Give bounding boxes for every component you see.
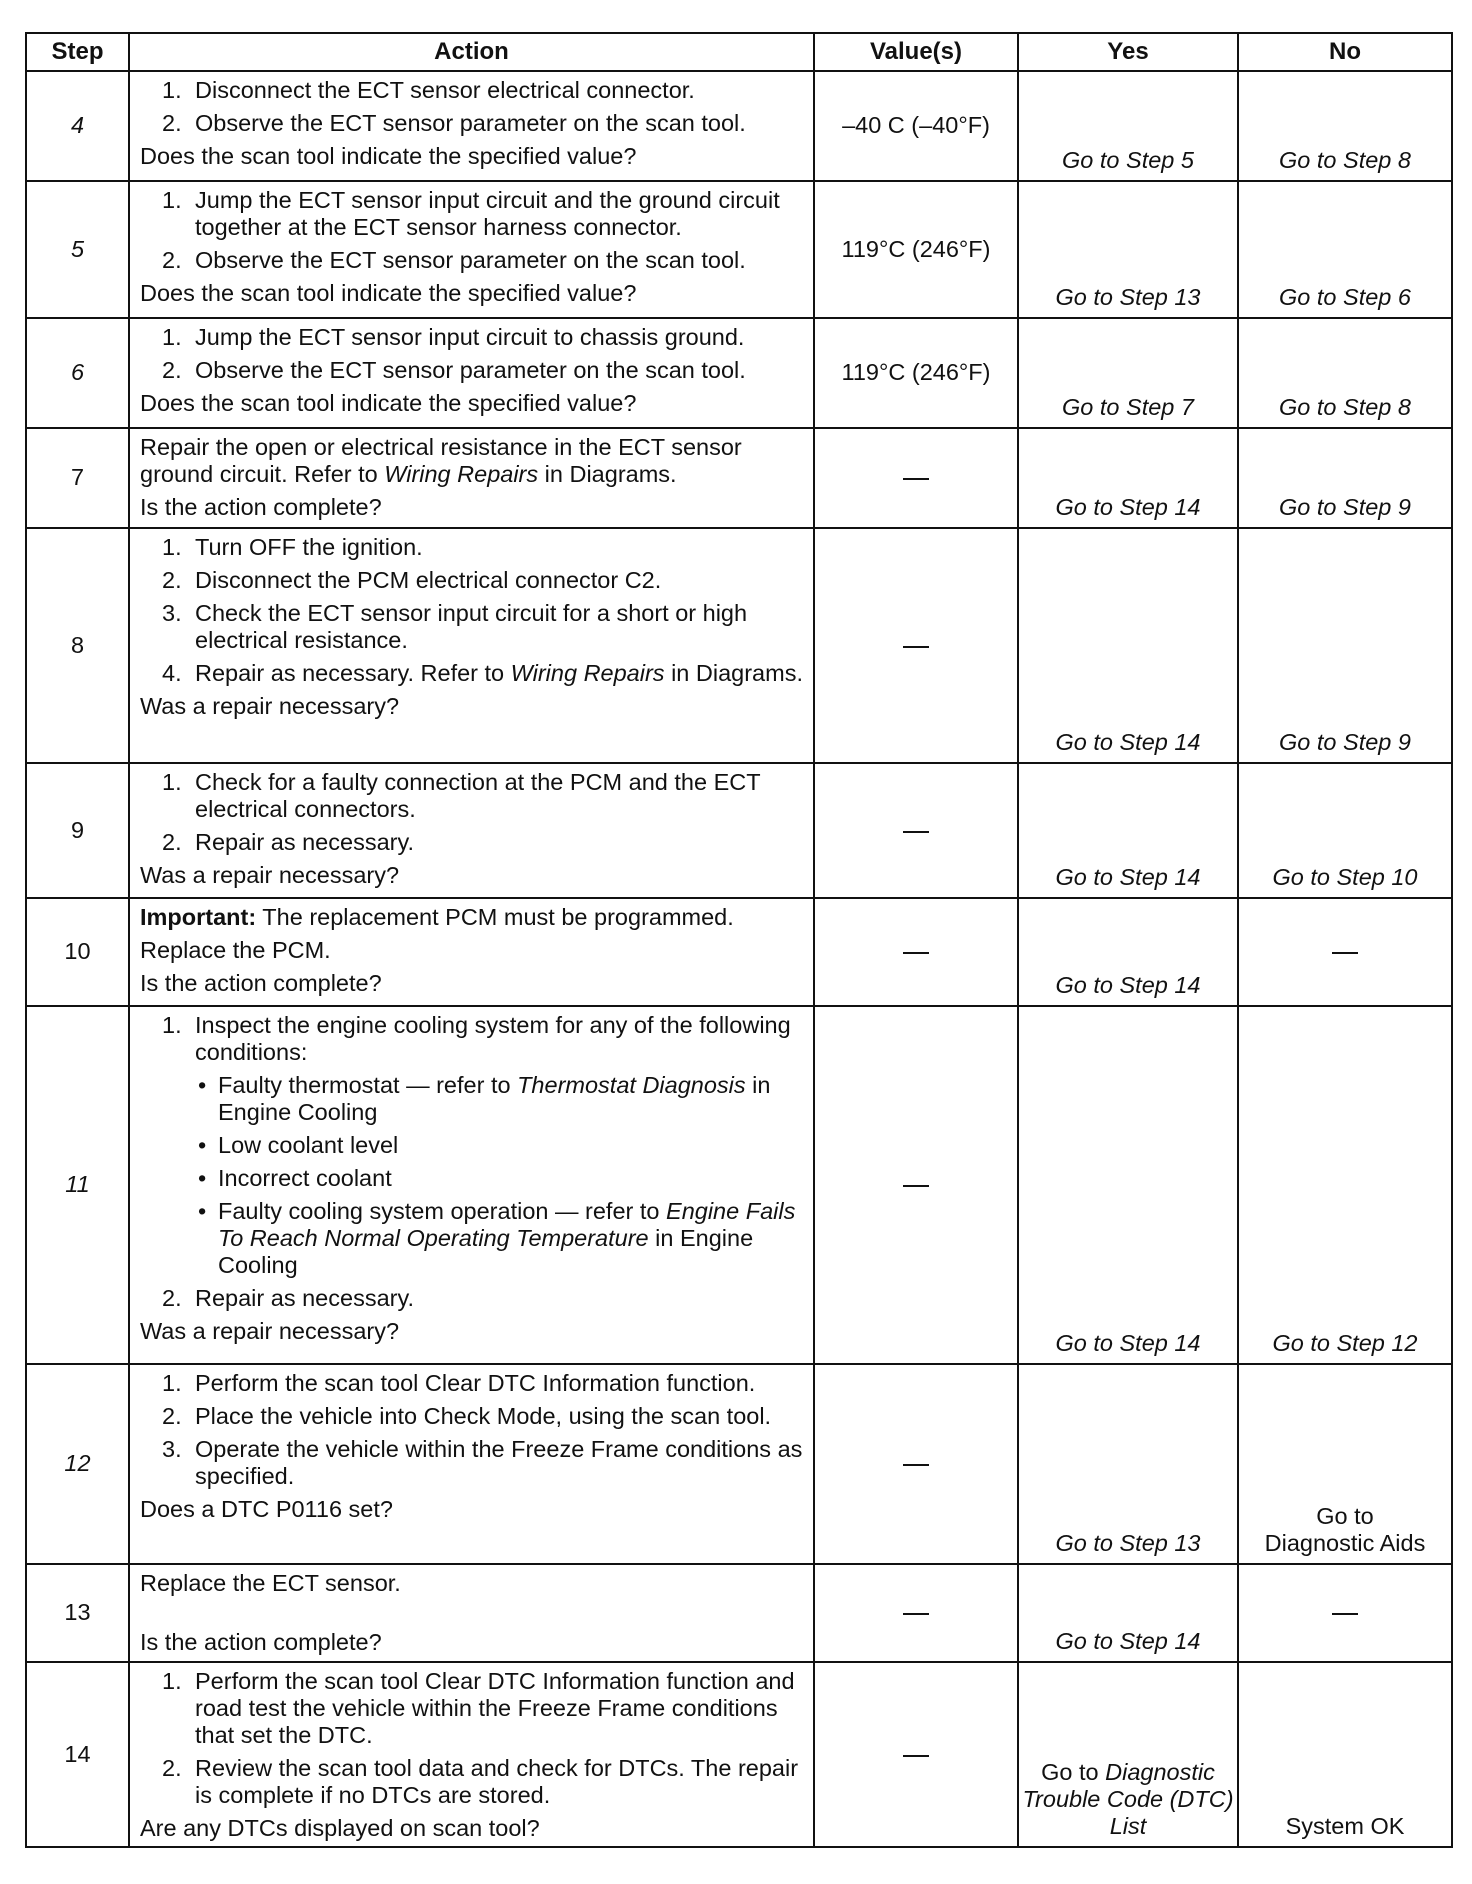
value-cell: –40 C (–40°F) — [814, 71, 1018, 181]
table-row-step-13 — [26, 1564, 1452, 1662]
value-cell — [814, 528, 1018, 763]
dash-mark — [903, 952, 929, 954]
action-question: Was a repair necessary? — [140, 693, 400, 720]
bullet-item: • Faulty thermostat — refer to Thermostat Diagnosis in Engine Cooling — [198, 1072, 771, 1126]
action-item: 2. Repair as necessary. — [162, 829, 414, 856]
action-question: Was a repair necessary? — [140, 862, 400, 889]
action-cell — [129, 763, 814, 898]
no-cell: Go to Step 6 — [1238, 181, 1452, 318]
action-item: 2. Observe the ECT sensor parameter on the scan tool. — [162, 247, 746, 274]
important-note: Important: The replacement PCM must be programmed. — [140, 904, 734, 930]
action-item: 1. Jump the ECT sensor input circuit to chassis ground. — [162, 324, 745, 350]
yes-cell: Go to Diagnostic Trouble Code (DTC) List — [1018, 1662, 1238, 1847]
action-question: Is the action complete? — [140, 1629, 382, 1656]
action-cell — [129, 1662, 814, 1847]
action-item: 2. Repair as necessary. — [162, 1285, 414, 1312]
action-question: Is the action complete? — [140, 494, 382, 521]
value-cell — [814, 763, 1018, 898]
step-number: 4 — [26, 71, 129, 181]
yes-cell: Go to Step 13 — [1018, 181, 1238, 318]
dash-mark — [903, 1755, 929, 1757]
action-cell — [129, 1364, 814, 1564]
step-number: 5 — [26, 181, 129, 318]
action-cell — [129, 898, 814, 1006]
bullet-item: • Low coolant level — [198, 1132, 399, 1159]
no-cell: Go to Diagnostic Aids — [1238, 1364, 1452, 1564]
value-cell: 119°C (246°F) — [814, 181, 1018, 318]
action-item: 1. Inspect the engine cooling system for any of the following conditions: — [162, 1012, 791, 1066]
action-item: 2. Observe the ECT sensor parameter on the scan tool. — [162, 357, 746, 384]
action-cell — [129, 1006, 814, 1364]
yes-cell: Go to Step 13 — [1018, 1364, 1238, 1564]
table-row-step-7 — [26, 428, 1452, 528]
header-no: No — [1238, 33, 1452, 71]
dash-mark — [903, 1464, 929, 1466]
header-values: Value(s) — [814, 33, 1018, 71]
table-row-step-9 — [26, 763, 1452, 898]
yes-cell: Go to Step 7 — [1018, 318, 1238, 428]
table-row-step-14 — [26, 1662, 1452, 1847]
dash-mark — [903, 1613, 929, 1615]
yes-cell: Go to Step 5 — [1018, 71, 1238, 181]
step-number: 14 — [26, 1662, 129, 1847]
value-cell — [814, 1662, 1018, 1847]
action-cell — [129, 528, 814, 763]
no-cell — [1238, 1564, 1452, 1662]
no-cell: Go to Step 8 — [1238, 318, 1452, 428]
step-number: 6 — [26, 318, 129, 428]
action-question: Does a DTC P0116 set? — [140, 1496, 393, 1523]
action-cell — [129, 71, 814, 181]
dash-mark — [903, 478, 929, 480]
action-question: Is the action complete? — [140, 970, 382, 997]
action-item: 2. Review the scan tool data and check for DTCs. The repair is complete if no DTCs are stored. — [162, 1755, 799, 1809]
no-cell: Go to Step 12 — [1238, 1006, 1452, 1364]
value-cell — [814, 1006, 1018, 1364]
value-cell — [814, 1564, 1018, 1662]
step-number: 8 — [26, 528, 129, 763]
dash-mark — [1332, 1613, 1358, 1615]
yes-cell: Go to Step 14 — [1018, 763, 1238, 898]
no-cell: Go to Step 9 — [1238, 428, 1452, 528]
header-yes: Yes — [1018, 33, 1238, 71]
table-row-step-10 — [26, 898, 1452, 1006]
step-number: 10 — [26, 898, 129, 1006]
action-item: 2. Disconnect the PCM electrical connector C2. — [162, 567, 662, 594]
action-item: 1. Perform the scan tool Clear DTC Information function and road test the vehicle within the Freeze Frame conditions that set the DTC. — [162, 1668, 795, 1749]
action-item: 2. Place the vehicle into Check Mode, using the scan tool. — [162, 1403, 772, 1430]
value-cell — [814, 1364, 1018, 1564]
action-question: Does the scan tool indicate the specified value? — [140, 143, 637, 170]
no-cell: Go to Step 10 — [1238, 763, 1452, 898]
value-cell: 119°C (246°F) — [814, 318, 1018, 428]
step-number: 13 — [26, 1564, 129, 1662]
table-header — [26, 33, 1452, 71]
no-cell: Go to Step 8 — [1238, 71, 1452, 181]
action-item: 4. Repair as necessary. Refer to Wiring Repairs in Diagrams. — [162, 660, 803, 687]
action-text: Replace the PCM. — [140, 937, 331, 964]
table-row-step-6 — [26, 318, 1452, 428]
yes-cell: Go to Step 14 — [1018, 898, 1238, 1006]
action-question: Does the scan tool indicate the specified value? — [140, 280, 637, 307]
dash-mark — [903, 1185, 929, 1187]
no-cell: System OK — [1238, 1662, 1452, 1847]
action-item: 2. Observe the ECT sensor parameter on the scan tool. — [162, 110, 746, 137]
action-text: Replace the ECT sensor. — [140, 1570, 401, 1596]
diagnostic-table — [25, 32, 1453, 1848]
table-row-step-11 — [26, 1006, 1452, 1364]
action-question: Are any DTCs displayed on scan tool? — [140, 1815, 540, 1842]
yes-cell: Go to Step 14 — [1018, 1564, 1238, 1662]
value-cell — [814, 428, 1018, 528]
action-cell — [129, 1564, 814, 1662]
no-cell: Go to Step 9 — [1238, 528, 1452, 763]
dash-mark — [903, 831, 929, 833]
table-row-step-12 — [26, 1364, 1452, 1564]
bullet-item: • Faulty cooling system operation — refer to Engine Fails To Reach Normal Operating Temperature in Engine Cooling — [198, 1198, 796, 1279]
action-text: Repair the open or electrical resistance in the ECT sensor ground circuit. Refer to Wiring Repairs in Diagrams. — [140, 434, 742, 488]
action-cell — [129, 318, 814, 428]
table-row-step-5 — [26, 181, 1452, 318]
action-item: 1. Perform the scan tool Clear DTC Information function. — [162, 1370, 756, 1396]
step-number: 9 — [26, 763, 129, 898]
yes-cell: Go to Step 14 — [1018, 1006, 1238, 1364]
yes-cell: Go to Step 14 — [1018, 528, 1238, 763]
header-action: Action — [129, 33, 814, 71]
dash-mark — [903, 646, 929, 648]
bullet-item: • Incorrect coolant — [198, 1165, 392, 1192]
header-step: Step — [26, 33, 129, 71]
action-item: 1. Jump the ECT sensor input circuit and the ground circuit together at the ECT sensor harness connector. — [162, 187, 780, 241]
yes-cell: Go to Step 14 — [1018, 428, 1238, 528]
action-cell — [129, 428, 814, 528]
action-item: 1. Disconnect the ECT sensor electrical connector. — [162, 77, 695, 103]
step-number: 11 — [26, 1006, 129, 1364]
action-item: 3. Operate the vehicle within the Freeze Frame conditions as specified. — [162, 1436, 803, 1490]
step-number: 12 — [26, 1364, 129, 1564]
table-row-step-4 — [26, 71, 1452, 181]
value-cell — [814, 898, 1018, 1006]
table-row-step-8 — [26, 528, 1452, 763]
action-question: Does the scan tool indicate the specified value? — [140, 390, 637, 417]
action-item: 3. Check the ECT sensor input circuit for a short or high electrical resistance. — [162, 600, 748, 654]
action-question: Was a repair necessary? — [140, 1318, 400, 1345]
dash-mark — [1332, 952, 1358, 954]
step-number: 7 — [26, 428, 129, 528]
action-item: 1. Check for a faulty connection at the PCM and the ECT electrical connectors. — [162, 769, 761, 823]
action-item: 1. Turn OFF the ignition. — [162, 534, 423, 560]
action-cell — [129, 181, 814, 318]
no-cell — [1238, 898, 1452, 1006]
